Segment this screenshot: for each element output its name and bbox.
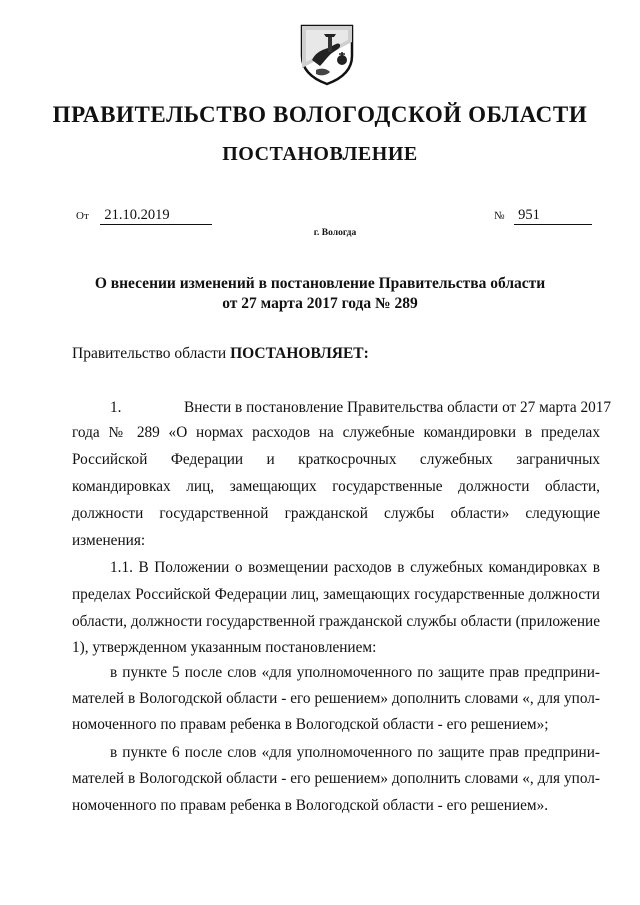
body-line: 1.1. В Положении о возмещении расходов в служебных командировках в xyxy=(110,559,600,576)
body-line: номоченного по правам ребенка в Вологодской области - его решением»; xyxy=(72,716,549,733)
body-line: должности государственной гражданской службы области» следующие xyxy=(72,505,600,522)
government-title: ПРАВИТЕЛЬСТВО ВОЛОГОДСКОЙ ОБЛАСТИ xyxy=(52,102,588,127)
decree-normal: Правительство области xyxy=(72,345,231,362)
city-label: г. Вологда xyxy=(313,228,357,238)
body-line: командировках лиц, замещающих государственные должности области, xyxy=(72,478,600,495)
date-prefix: От xyxy=(76,210,89,222)
document-type-title: ПОСТАНОВЛЕНИЕ xyxy=(222,143,418,165)
number-value: 951 xyxy=(514,207,592,225)
body-line: области, должности государственной гражданской службы области (приложение xyxy=(72,613,600,630)
body-line: мателей в Вологодской области - его решением» дополнить словами «, для упол- xyxy=(72,690,600,707)
body-line: в пункте 5 после слов «для уполномоченного по защите прав предприни- xyxy=(110,664,600,681)
body-line: года № 289 «О нормах расходов на служебные командировки в пределах xyxy=(72,424,600,441)
number-prefix: № xyxy=(494,210,505,222)
body-line: Российской Федерации и краткосрочных служебных заграничных xyxy=(72,451,600,468)
item-text: Внести в постановление Правительства области от 27 марта 2017 xyxy=(184,399,612,416)
decree-statement xyxy=(72,345,600,363)
number-field xyxy=(494,207,592,225)
body-line: мателей в Вологодской области - его решением» дополнить словами «, для упол- xyxy=(72,770,600,787)
coat-of-arms-emblem xyxy=(298,22,356,86)
body-line: в пункте 6 после слов «для уполномоченного по защите прав предприни- xyxy=(110,744,600,761)
body-line xyxy=(72,399,612,417)
subject-line-2: от 27 марта 2017 года № 289 xyxy=(222,295,418,312)
item-number: 1. xyxy=(110,399,122,416)
decree-bold: ПОСТАНОВЛЯЕТ: xyxy=(230,345,369,362)
body-line: 1), утвержденном указанным постановлением: xyxy=(72,639,377,656)
subject-line-1: О внесении изменений в постановление Правительства области xyxy=(94,275,546,292)
body-line: пределах Российской Федерации лиц, замещающих государственные должности xyxy=(72,586,600,603)
body-line: номоченного по правам ребенка в Вологодской области - его решением». xyxy=(72,797,549,814)
date-field xyxy=(76,207,212,225)
body-line: изменения: xyxy=(72,532,146,549)
date-value: 21.10.2019 xyxy=(100,207,212,225)
